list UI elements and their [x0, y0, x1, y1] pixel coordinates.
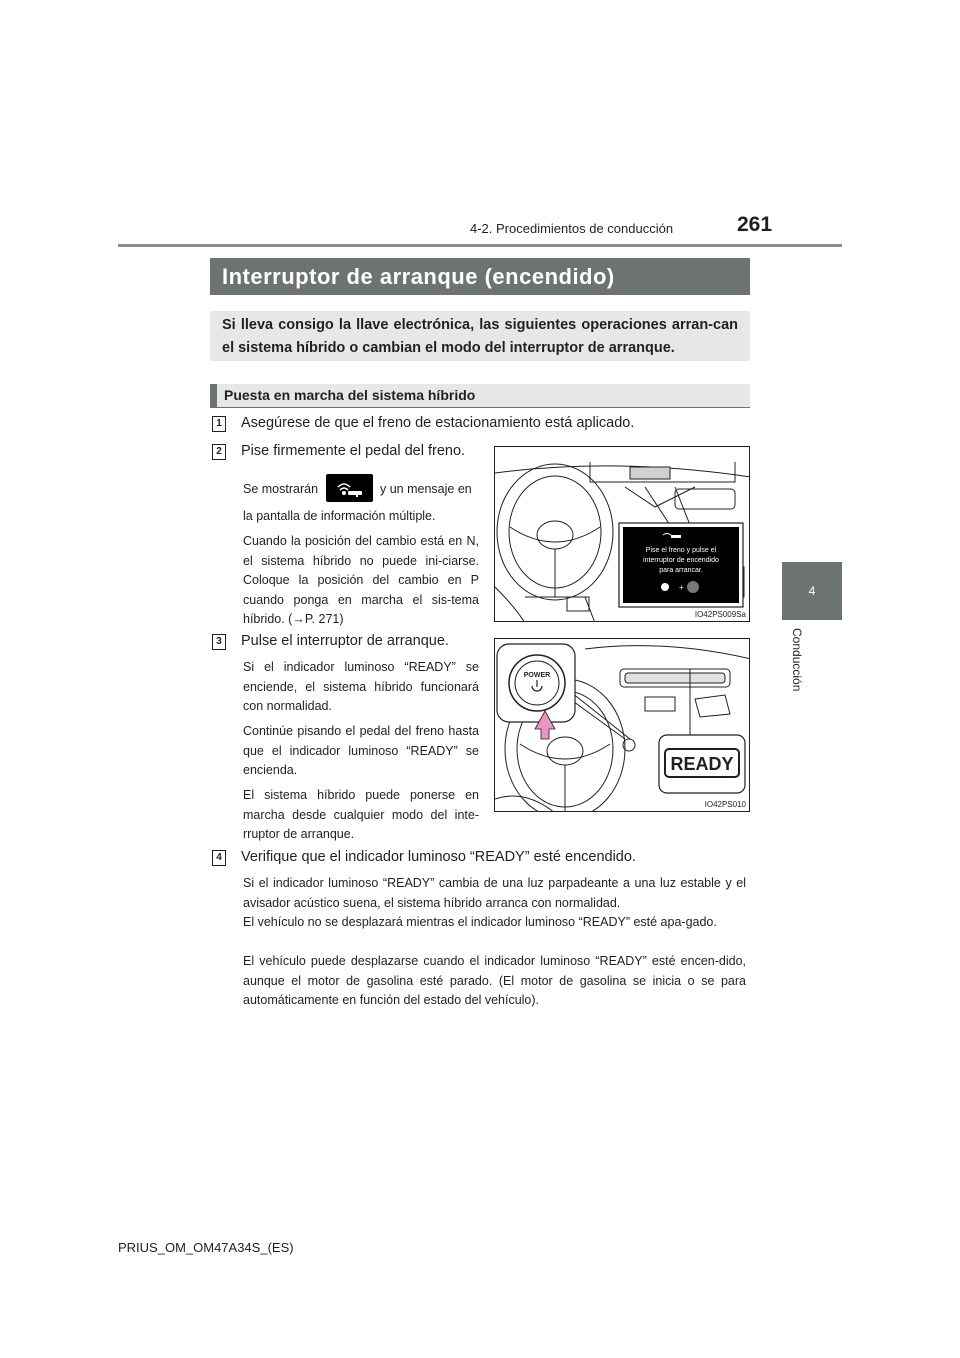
- intro-box: Si lleva consigo la llave electrónica, las siguientes operaciones arran-can el sistema híbrido o cambian el modo del interruptor de arranque.: [210, 311, 750, 361]
- step-number-1: 1: [212, 416, 226, 432]
- step3-note2: Continúe pisando el pedal del freno hasta que el indicador luminoso “READY” se encienda.: [243, 724, 479, 777]
- step-number-2: 2: [212, 444, 226, 460]
- step-text-1: Asegúrese de que el freno de estacionamiento está aplicado.: [241, 415, 635, 431]
- footer-doc-id: PRIUS_OM_OM47A34S_(ES): [118, 1240, 294, 1255]
- step-number-4: 4: [212, 850, 226, 866]
- figure1-code: IO42PS009Sa: [694, 610, 746, 619]
- header-rule: [118, 244, 842, 247]
- display-line-1: Pise el freno y pulse el: [645, 547, 717, 554]
- page-title: Interruptor de arranque (encendido): [210, 258, 750, 295]
- page-number: 261: [737, 213, 773, 236]
- chapter-label: Conducción: [790, 628, 804, 692]
- subheading: Puesta en marcha del sistema híbrido: [210, 384, 750, 408]
- step2-note-line2: la pantalla de información múltiple.: [243, 509, 436, 523]
- step-text-2: Pise firmemente el pedal del freno.: [241, 443, 466, 459]
- chapter-tab: 4: [782, 562, 842, 620]
- figure2-code: IO42PS010: [704, 800, 746, 809]
- step4-note2: El vehículo no se desplazará mientras el indicador luminoso “READY” esté apa-gado.: [243, 915, 717, 929]
- header-section: 4-2. Procedimientos de conducción: [470, 221, 674, 236]
- step-text-4: Verifique que el indicador luminoso “READY” esté encendido.: [241, 849, 636, 865]
- step3-note1: Si el indicador luminoso “READY” se enciende, el sistema híbrido funcionará con normalidad.: [243, 660, 479, 713]
- figure-brake-dashboard: [494, 446, 750, 622]
- dashboard-illustration: [495, 447, 750, 622]
- step2-note2: Cuando la posición del cambio está en N, el sistema híbrido no puede ini-ciarse. Coloque la posición del cambio en P cuando ponga en marcha el sis-tema híbrido. (→P. 271): [243, 534, 479, 626]
- display-line-2: interruptor de encendido: [643, 557, 719, 564]
- step4-note1: Si el indicador luminoso “READY” cambia de una luz parpadeante a una luz estable y el avisador acústico suena, el sistema híbrido arranca con normalidad.: [243, 876, 746, 910]
- display-line-3: para arrancar.: [659, 567, 703, 574]
- power-switch-illustration: [495, 639, 750, 812]
- step-text-3: Pulse el interruptor de arranque.: [241, 633, 449, 649]
- step2-note-a: [243, 480, 318, 500]
- power-label: POWER: [523, 672, 551, 679]
- step-number-3: 3: [212, 634, 226, 650]
- svg-text:+: +: [679, 583, 684, 592]
- step4-note3: El vehículo puede desplazarse cuando el indicador luminoso “READY” esté encen-dido, aunque el motor de gasolina esté parado. (El motor de gasolina se inicia o se para automáticamente en función del estado del vehículo).: [243, 954, 746, 1007]
- step2-note-after: y un mensaje en: [380, 482, 472, 496]
- hybrid-key-indicator-icon: [326, 474, 373, 502]
- step3-note3: El sistema híbrido puede ponerse en marcha desde cualquier modo del inte-rruptor de arranque.: [243, 788, 479, 841]
- step2-note-before: Se mostrarán: [243, 482, 319, 496]
- figure-power-ready: [494, 638, 750, 812]
- ready-label: READY: [670, 754, 734, 774]
